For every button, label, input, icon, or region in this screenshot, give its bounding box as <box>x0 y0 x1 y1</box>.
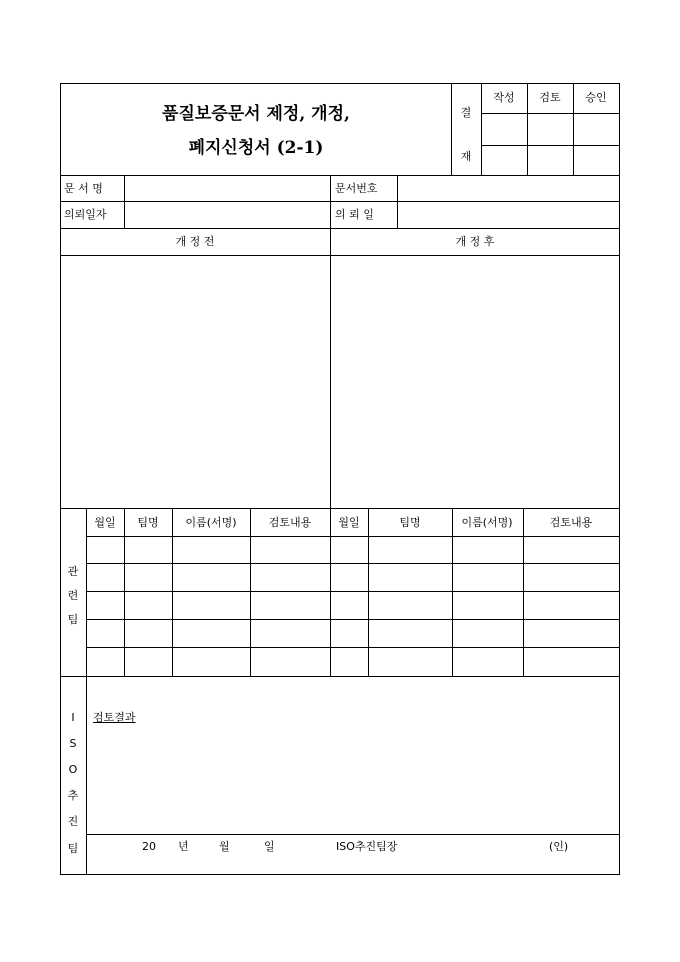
outer-border-top <box>60 83 620 84</box>
team-header-review-left: 검토내용 <box>268 516 312 529</box>
team-col-divider-2 <box>172 508 173 676</box>
revision-after-field[interactable] <box>331 256 619 508</box>
team-row-rule-1 <box>86 536 620 537</box>
footer-seal-label: (인) <box>549 840 569 853</box>
doc-name-label: 문 서 명 <box>64 182 103 195</box>
requester-field[interactable] <box>398 202 619 228</box>
approval-sign-author[interactable] <box>482 114 527 145</box>
iso-side-label-3: O <box>68 763 78 776</box>
team-col-divider-7 <box>523 508 524 676</box>
form-title-line1: 품질보증문서 제정, 개정, <box>162 104 350 124</box>
review-result-field[interactable] <box>87 728 619 833</box>
team-side-label-3: 팀 <box>67 613 79 626</box>
team-side-label-2: 련 <box>67 589 79 602</box>
approval-side-label-bottom: 재 <box>460 150 472 163</box>
revision-before-label: 개 정 전 <box>175 235 215 248</box>
team-header-date-left: 월일 <box>94 516 116 529</box>
team-col-divider-4 <box>330 508 331 676</box>
doc-name-field[interactable] <box>125 176 330 201</box>
request-date-label: 의뢰일자 <box>64 208 107 221</box>
approval-sign-review[interactable] <box>528 114 573 145</box>
footer-month-label: 월 <box>219 840 230 853</box>
approval-col-author: 작성 <box>493 91 515 104</box>
team-header-name-right: 이름(서명) <box>461 516 513 529</box>
iso-side-label-6: 팀 <box>67 842 79 855</box>
team-row-rule-3 <box>86 591 620 592</box>
footer-leader-label: ISO추진팀장 <box>336 840 398 853</box>
request-date-field[interactable] <box>125 202 330 228</box>
team-row-rule-5 <box>86 647 620 648</box>
rule-revision-body-bottom <box>60 508 620 509</box>
outer-border-bottom <box>60 874 620 875</box>
doc-number-label: 문서번호 <box>335 182 378 195</box>
iso-side-label-1: I <box>71 711 75 724</box>
review-result-label: 검토결과 <box>93 711 136 724</box>
revision-after-label: 개 정 후 <box>455 235 495 248</box>
iso-footer-rule <box>86 834 620 835</box>
info-center-divider <box>330 175 331 228</box>
approval-side-label-top: 결 <box>460 106 472 119</box>
revision-before-field[interactable] <box>61 256 330 508</box>
iso-side-label-5: 진 <box>67 815 79 828</box>
team-header-team-left: 팀명 <box>137 516 159 529</box>
team-col-divider-1 <box>124 508 125 676</box>
rule-team-bottom <box>60 676 620 677</box>
team-header-date-right: 월일 <box>338 516 360 529</box>
approval-col-approve: 승인 <box>585 91 607 104</box>
team-header-team-right: 팀명 <box>399 516 421 529</box>
team-col-divider-5 <box>368 508 369 676</box>
team-row-rule-4 <box>86 619 620 620</box>
requester-label: 의 뢰 일 <box>335 208 374 221</box>
iso-side-label-4: 추 <box>67 789 79 802</box>
approval-border-left <box>451 83 452 176</box>
team-col-divider-3 <box>250 508 251 676</box>
doc-number-field[interactable] <box>398 176 619 201</box>
team-col-divider-6 <box>452 508 453 676</box>
approval-col-review: 검토 <box>539 91 561 104</box>
team-side-label-1: 관 <box>67 565 79 578</box>
approval-mid-rule <box>481 145 620 146</box>
team-row-rule-2 <box>86 563 620 564</box>
approval-sign-approve[interactable] <box>574 114 619 145</box>
team-header-review-right: 검토내용 <box>549 516 593 529</box>
footer-year-label: 년 <box>178 840 189 853</box>
form-title-line2: 폐지신청서 (2-1) <box>188 138 324 158</box>
team-header-name-left: 이름(서명) <box>185 516 237 529</box>
iso-side-label-2: S <box>69 737 77 750</box>
rule-info-bottom <box>60 228 620 229</box>
footer-day-label: 일 <box>264 840 275 853</box>
footer-year-prefix: 20 <box>142 840 156 853</box>
